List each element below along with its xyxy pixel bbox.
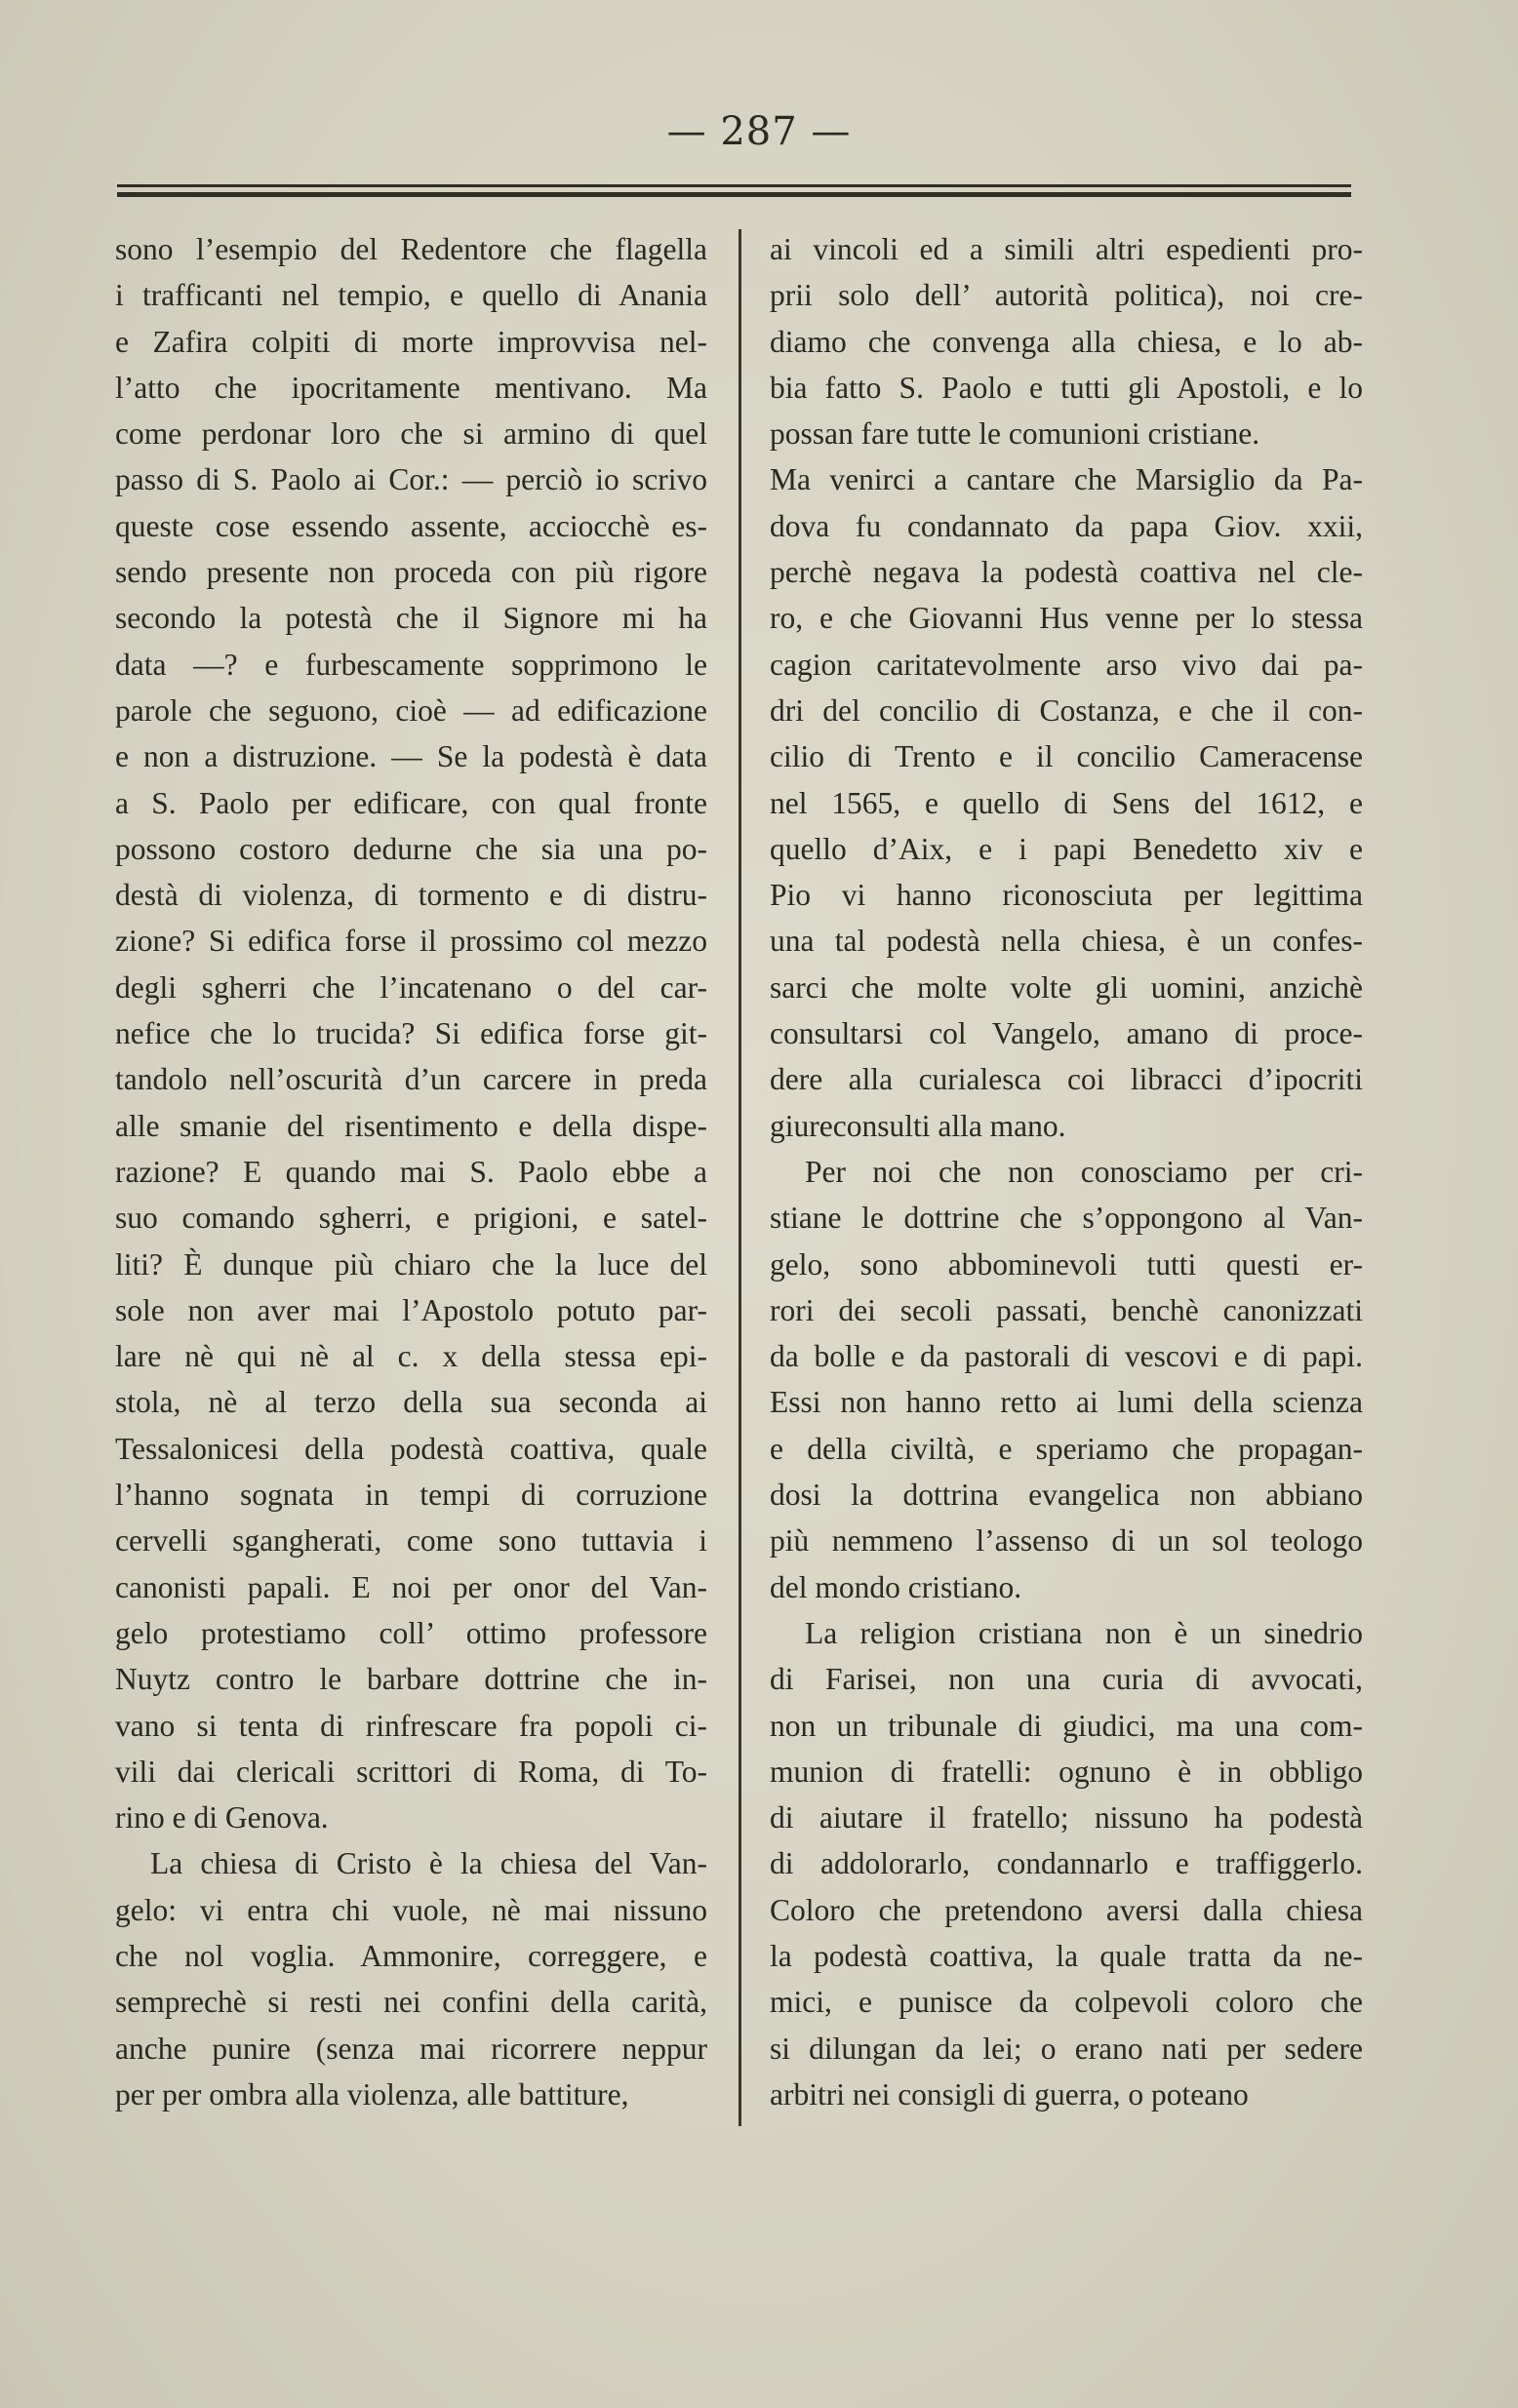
header-rule-thin [117, 184, 1351, 187]
text-line: stola, nè al terzo della sua seconda ai [115, 1385, 707, 1420]
text-line: Pio vi hanno riconosciuta per legittima [770, 878, 1363, 913]
text-line: sendo presente non proceda con più rigore [115, 555, 707, 590]
text-line: mici, e punisce da colpevoli coloro che [770, 1985, 1363, 2020]
text-line: e della civiltà, e speriamo che propagan- [770, 1431, 1363, 1466]
text-line: cagion caritatevolmente arso vivo dai pa- [770, 647, 1363, 682]
text-line: gelo, sono abbominevoli tutti questi er- [770, 1246, 1363, 1282]
text-line: suo comando sgherri, e prigioni, e satel- [115, 1201, 707, 1236]
text-line: di addolorarlo, condannarlo e traffiggerlo. [770, 1846, 1363, 1881]
text-line: per per ombra alla violenza, alle battiture, [115, 2076, 629, 2112]
text-line: passo di S. Paolo ai Cor.: — perciò io scrivo [115, 462, 707, 497]
text-line: i trafficanti nel tempio, e quello di Anania [115, 278, 707, 313]
text-line: perchè negava la podestà coattiva nel cle- [770, 555, 1363, 590]
text-line: diamo che convenga alla chiesa, e lo ab- [770, 324, 1363, 359]
text-line: da bolle e da pastorali di vescovi e di papi. [770, 1339, 1363, 1374]
text-line: tandolo nell’oscurità d’un carcere in preda [115, 1062, 707, 1097]
text-line: rino e di Genova. [115, 1800, 329, 1836]
page-number: — 287 — [666, 109, 852, 154]
text-line: munion di fratelli: ognuno è in obbligo [770, 1754, 1363, 1789]
text-line: a S. Paolo per edificare, con qual fronte [115, 785, 707, 820]
text-line: alle smanie del risentimento e della dispe- [115, 1108, 707, 1143]
text-line: possono costoro dedurne che sia una po- [115, 831, 707, 866]
text-line: razione? E quando mai S. Paolo ebbe a [115, 1154, 707, 1189]
text-line: più nemmeno l’assenso di un sol teologo [770, 1523, 1363, 1559]
text-line: zione? Si edifica forse il prossimo col mezzo [115, 924, 707, 959]
text-line: Nuytz contro le barbare dottrine che in- [115, 1662, 707, 1697]
text-line: di aiutare il fratello; nissuno ha podestà [770, 1800, 1363, 1836]
text-line: bia fatto S. Paolo e tutti gli Apostoli, e lo [770, 370, 1363, 405]
text-line: parole che seguono, cioè — ad edificazione [115, 692, 707, 728]
text-line: sole non aver mai l’Apostolo potuto par- [115, 1292, 707, 1327]
text-line: canonisti papali. E noi per onor del Van- [115, 1569, 707, 1604]
text-line: ro, e che Giovanni Hus venne per lo stessa [770, 601, 1363, 636]
text-line: Essi non hanno retto ai lumi della scienza [770, 1385, 1363, 1420]
text-line: e Zafira colpiti di morte improvvisa nel- [115, 324, 707, 359]
text-line: stiane le dottrine che s’oppongono al Van- [770, 1201, 1363, 1236]
text-line: destà di violenza, di tormento e di distru- [115, 878, 707, 913]
text-line: data —? e furbescamente sopprimono le [115, 647, 707, 682]
text-line: di Farisei, non una curia di avvocati, [770, 1662, 1363, 1697]
text-line: cervelli sgangherati, come sono tuttavia i [115, 1523, 707, 1559]
text-line: dosi la dottrina evangelica non abbiano [770, 1478, 1363, 1513]
text-line: nel 1565, e quello di Sens del 1612, e [770, 785, 1363, 820]
text-line: La chiesa di Cristo è la chiesa del Van- [150, 1846, 707, 1881]
text-line: gelo: vi entra chi vuole, nè mai nissuno [115, 1892, 707, 1927]
text-line: La religion cristiana non è un sinedrio [805, 1615, 1363, 1650]
text-line: queste cose essendo assente, acciocchè es- [115, 508, 707, 543]
text-line: del mondo cristiano. [770, 1569, 1022, 1604]
text-line: consultarsi col Vangelo, amano di proce- [770, 1016, 1363, 1051]
text-line: lare nè qui nè al c. x della stessa epi- [115, 1339, 707, 1374]
text-line: Tessalonicesi della podestà coattiva, quale [115, 1431, 707, 1466]
text-line: arbitri nei consigli di guerra, o poteano [770, 2076, 1249, 2112]
text-line: giureconsulti alla mano. [770, 1108, 1066, 1143]
text-line: sarci che molte volte gli uomini, anzichè [770, 969, 1363, 1005]
text-line: quello d’Aix, e i papi Benedetto xiv e [770, 831, 1363, 866]
text-line: prii solo dell’ autorità politica), noi cre- [770, 278, 1363, 313]
text-line: vano si tenta di rinfrescare fra popoli ci- [115, 1708, 707, 1743]
right-column [770, 226, 1363, 2117]
text-line: dova fu condannato da papa Giov. xxii, [770, 508, 1363, 543]
column-divider [739, 229, 741, 2126]
text-line: Coloro che pretendono aversi dalla chiesa [770, 1892, 1363, 1927]
text-line: e non a distruzione. — Se la podestà è data [115, 739, 707, 774]
text-line: rori dei secoli passati, benchè canonizzati [770, 1292, 1363, 1327]
text-line: non un tribunale di giudici, ma una com- [770, 1708, 1363, 1743]
text-line: ai vincoli ed a simili altri espedienti pro- [770, 232, 1363, 266]
text-line: che nol voglia. Ammonire, correggere, e [115, 1938, 707, 1973]
text-line: nefice che lo trucida? Si edifica forse git- [115, 1016, 707, 1051]
text-line: si dilungan da lei; o erano nati per sedere [770, 2031, 1363, 2066]
text-line: cilio di Trento e il concilio Cameracense [770, 739, 1363, 774]
text-line: Per noi che non conosciamo per cri- [805, 1154, 1363, 1189]
text-line: secondo la potestà che il Signore mi ha [115, 601, 707, 636]
text-line: una tal podestà nella chiesa, è un confes- [770, 924, 1363, 959]
text-line: sono l’esempio del Redentore che flagella [115, 232, 707, 266]
header-rule-thick [117, 192, 1351, 197]
text-line: semprechè si resti nei confini della carità, [115, 1985, 707, 2020]
text-line: la podestà coattiva, la quale tratta da ne- [770, 1938, 1363, 1973]
left-column [115, 226, 707, 2117]
text-line: Ma venirci a cantare che Marsiglio da Pa- [770, 462, 1363, 497]
text-line: gelo protestiamo coll’ ottimo professore [115, 1615, 707, 1650]
text-line: anche punire (senza mai ricorrere neppur [115, 2031, 707, 2066]
text-line: liti? È dunque più chiaro che la luce del [115, 1246, 707, 1282]
text-line: l’hanno sognata in tempi di corruzione [115, 1478, 707, 1513]
text-line: l’atto che ipocritamente mentivano. Ma [115, 370, 707, 405]
text-line: dere alla curialesca coi libracci d’ipocriti [770, 1062, 1363, 1097]
text-line: dri del concilio di Costanza, e che il con- [770, 692, 1363, 728]
text-line: vili dai clericali scrittori di Roma, di To- [115, 1754, 707, 1789]
text-line: degli sgherri che l’incatenano o del car- [115, 969, 707, 1005]
text-line: possan fare tutte le comunioni cristiane. [770, 416, 1260, 452]
text-line: come perdonar loro che si armino di quel [115, 416, 707, 452]
